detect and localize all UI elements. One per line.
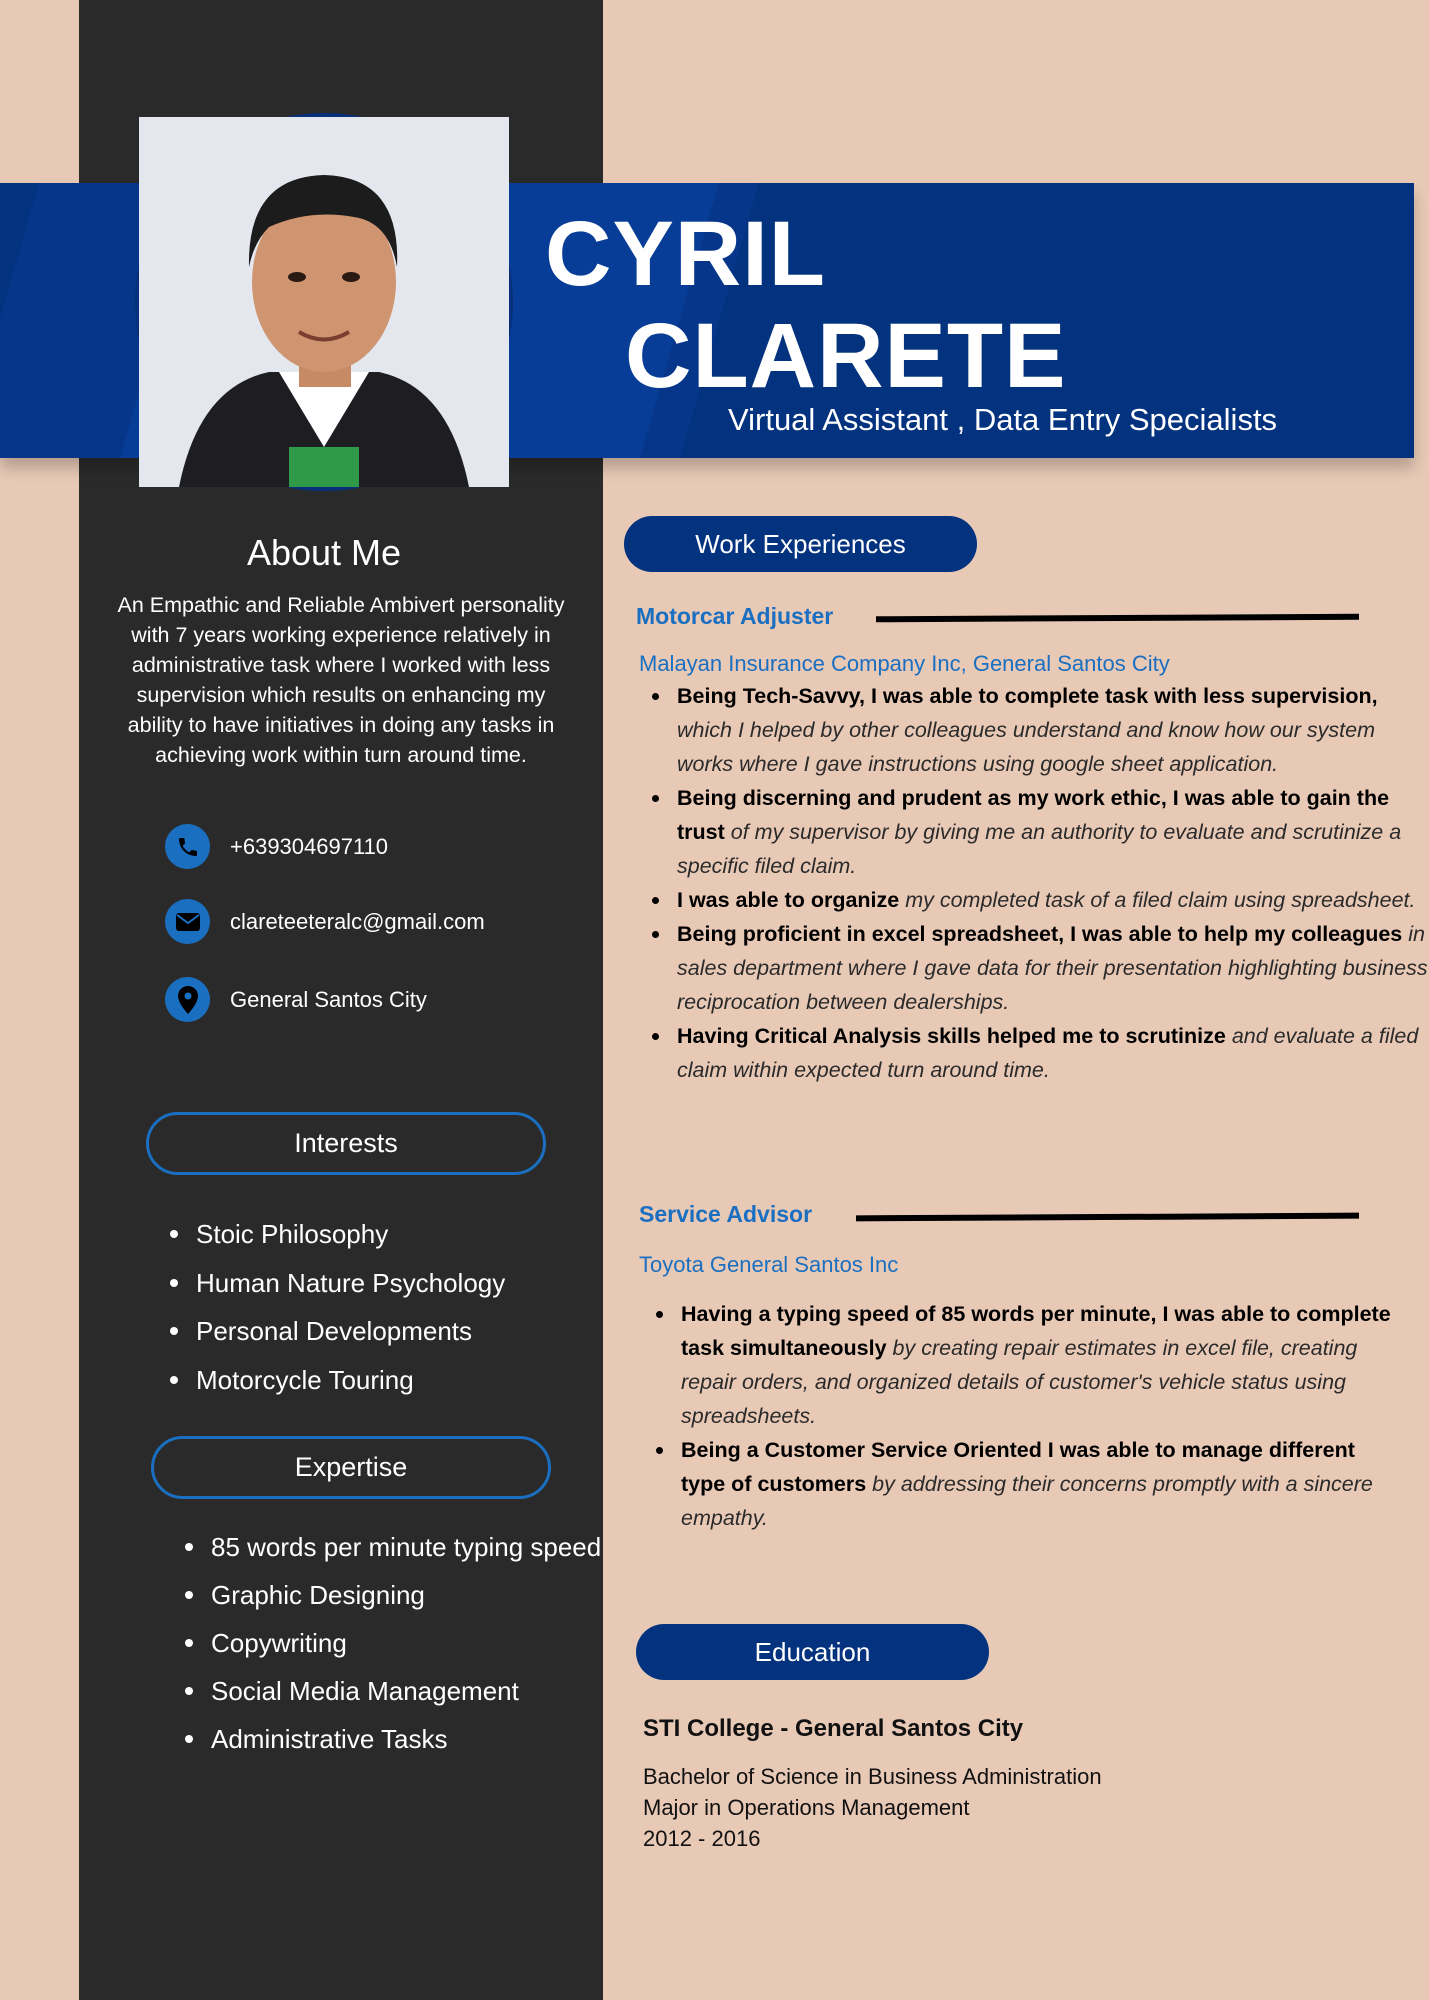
contact-email [165,899,485,944]
job-title-subtitle: Virtual Assistant , Data Entry Specialists [728,402,1278,437]
list-item: Copywriting [211,1619,611,1667]
list-item: Administrative Tasks [211,1715,611,1763]
phone-icon [165,824,210,869]
list-item: Personal Developments [196,1307,505,1356]
list-item: 85 words per minute typing speed [211,1523,611,1571]
list-item: I was able to organize my completed task of a filed claim using spreadsheet. [677,883,1429,917]
interests-list [168,1210,505,1404]
list-item: Motorcycle Touring [196,1356,505,1405]
expertise-list [183,1523,611,1763]
divider [856,1213,1359,1222]
profile-photo [135,113,513,491]
major: Major in Operations Management [643,1795,970,1820]
job-title: Service Advisor [639,1201,813,1227]
work-experiences-heading: Work Experiences [624,516,977,572]
location-pin-icon [165,977,210,1022]
phone-number[interactable]: +639304697110 [230,833,389,859]
job-bullets [643,1297,1401,1535]
email-address[interactable]: clareteeteralc@gmail.com [230,908,485,934]
list-item: Graphic Designing [211,1571,611,1619]
company-name: Malayan Insurance Company Inc, General Santos City [639,651,1170,676]
contact-phone [165,824,388,869]
contact-location [165,977,427,1022]
job-bullets [639,679,1429,1087]
location-text: General Santos City [230,986,427,1012]
about-text: An Empathic and Reliable Ambivert personality with 7 years working experience relatively in administrative task where I worked with less supervision which results on enhancing my ability to have initiatives in doing any tasks in achieving work within turn around time. [117,593,565,767]
list-item: Being Tech-Savvy, I was able to complete task with less supervision, which I helped by other colleagues understand and know how our system works where I gave instructions using google sheet application. [677,679,1429,781]
list-item: Human Nature Psychology [196,1259,505,1308]
years: 2012 - 2016 [643,1826,761,1851]
interests-heading: Interests [146,1112,546,1175]
list-item: Social Media Management [211,1667,611,1715]
school-name: STI College - General Santos City [643,1715,1024,1742]
expertise-heading: Expertise [151,1436,551,1499]
list-item: Being a Customer Service Oriented I was able to manage different type of customers by addressing their concerns promptly with a sincere empathy. [681,1433,1401,1535]
about-heading: About Me [246,532,402,573]
list-item: Being proficient in excel spreadsheet, I was able to help my colleagues in sales department where I gave data for their presentation highlighting business reciprocation between dealerships. [677,917,1429,1019]
list-item: Having Critical Analysis skills helped me to scrutinize and evaluate a filed claim within expected turn around time. [677,1019,1429,1087]
last-name: CLARETE [625,305,1067,407]
envelope-icon [165,899,210,944]
list-item: Being discerning and prudent as my work ethic, I was able to gain the trust of my supervisor by giving me an authority to evaluate and scrutinize a specific filed claim. [677,781,1429,883]
list-item: Stoic Philosophy [196,1210,505,1259]
job-title: Motorcar Adjuster [636,603,834,629]
avatar-illustration [139,117,509,487]
divider [876,614,1359,623]
first-name: CYRIL [545,203,826,305]
education-heading: Education [636,1624,989,1680]
list-item: Having a typing speed of 85 words per minute, I was able to complete task simultaneously by creating repair estimates in excel file, creating repair orders, and organized details of customer's vehicle status using spreadsheets. [681,1297,1401,1433]
company-name: Toyota General Santos Inc [639,1252,899,1277]
degree: Bachelor of Science in Business Administration [643,1764,1102,1789]
